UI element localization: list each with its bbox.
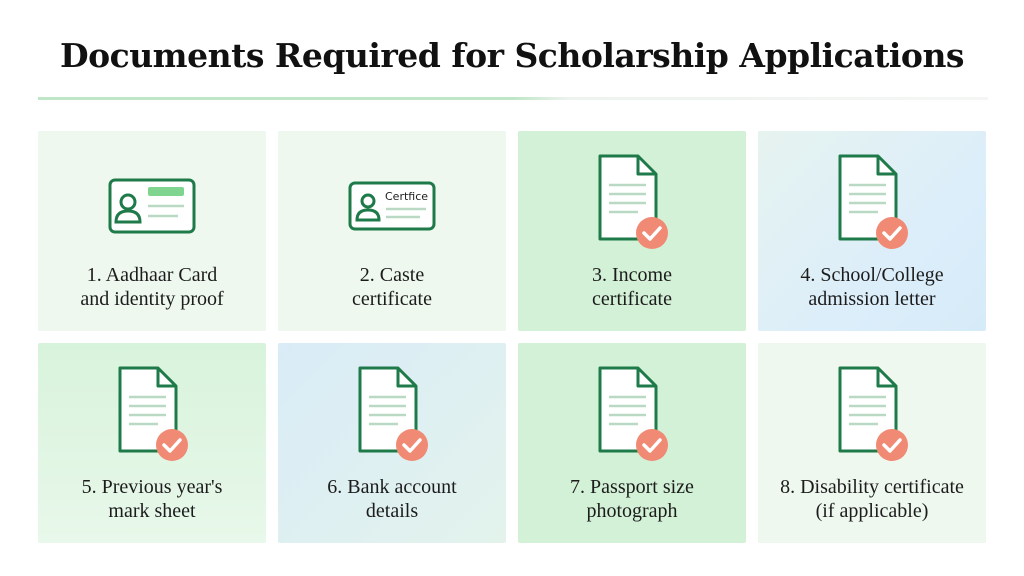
document-check-icon xyxy=(594,365,670,463)
document-label: 4. School/College admission letter xyxy=(800,264,944,310)
document-label: 5. Previous year's mark sheet xyxy=(81,476,223,522)
document-label: 8. Disability certificate (if applicable) xyxy=(780,476,964,522)
document-card-6 xyxy=(278,343,506,543)
id-card-icon xyxy=(108,178,196,234)
document-label: 7. Passport size photograph xyxy=(570,476,694,522)
document-card-3 xyxy=(518,131,746,331)
document-card-2 xyxy=(278,131,506,331)
page-title: Documents Required for Scholarship Applications xyxy=(59,36,965,75)
document-check-icon xyxy=(354,365,430,463)
certificate-card-icon xyxy=(348,181,436,231)
document-check-icon xyxy=(834,153,910,251)
document-card-5 xyxy=(38,343,266,543)
document-card-8 xyxy=(758,343,986,543)
document-label: 2. Caste certificate xyxy=(352,264,432,310)
document-check-icon xyxy=(594,153,670,251)
document-card-1 xyxy=(38,131,266,331)
document-label: 6. Bank account details xyxy=(327,476,457,522)
title-divider xyxy=(38,97,988,100)
documents-grid xyxy=(38,131,986,543)
certificate-card-text: Certfice xyxy=(385,190,429,203)
document-card-7 xyxy=(518,343,746,543)
document-label: 3. Income certificate xyxy=(592,264,672,310)
document-check-icon xyxy=(114,365,190,463)
document-label: 1. Aadhaar Card and identity proof xyxy=(80,264,224,310)
document-card-4 xyxy=(758,131,986,331)
document-check-icon xyxy=(834,365,910,463)
